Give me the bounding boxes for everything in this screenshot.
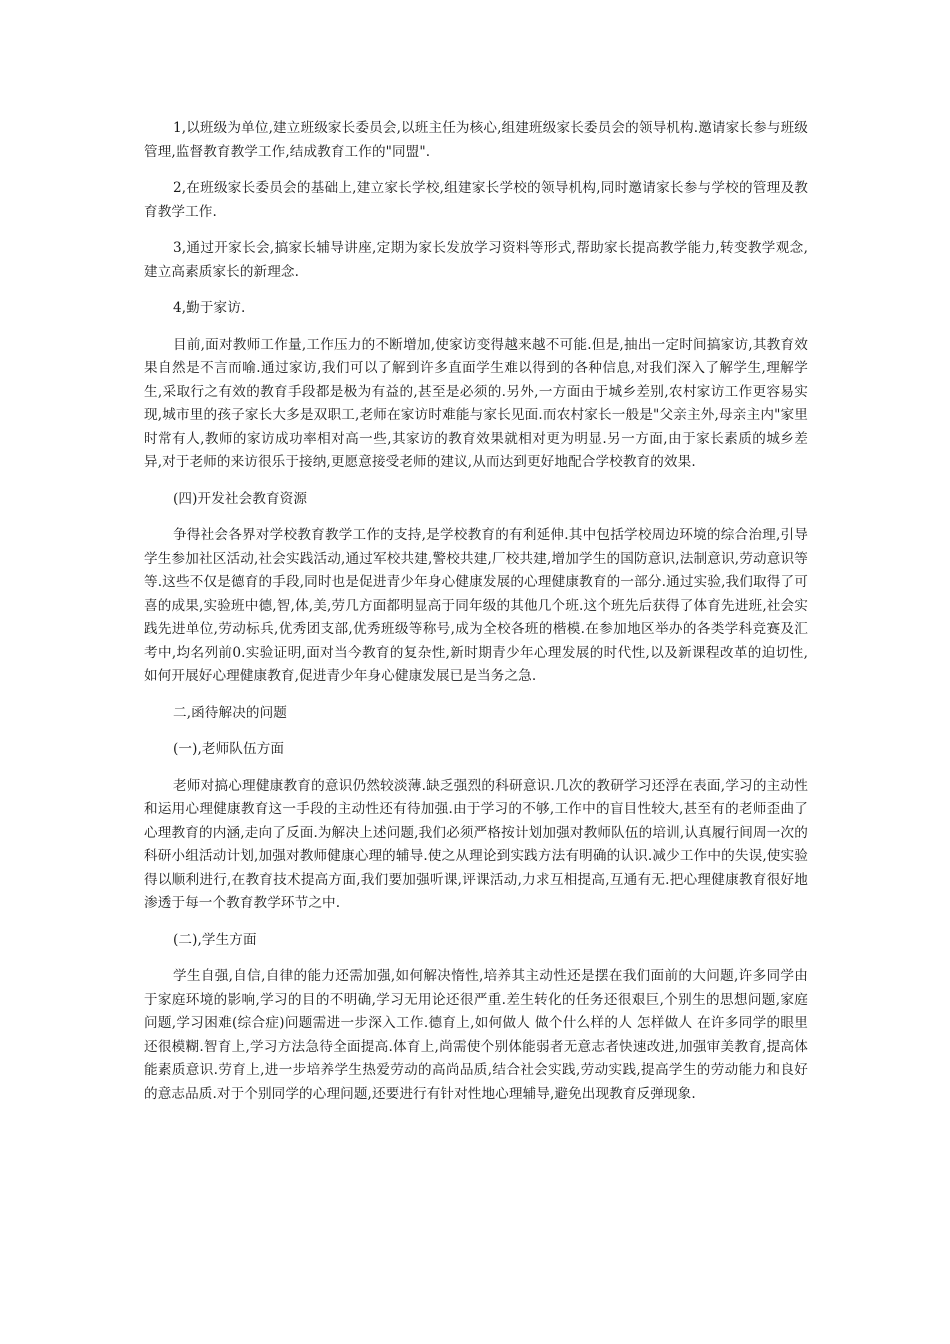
- paragraph-item-2: 2,在班级家长委员会的基础上,建立家长学校,组建家长学校的领导机构,同时邀请家长参与学校的管理及教育教学工作.: [144, 180, 808, 220]
- paragraph-home-visit: 目前,面对教师工作量,工作压力的不断增加,使家访变得越来越不可能.但是,抽出一定时间搞家访,其教育效果自然是不言而喻.通过家访,我们可以了解到许多直面学生难以得到的各种信息,对我们深入了解学生,理解学生,采取行之有效的教育手段都是极为有益的,甚至是必须的.另外,一方面由于城乡差别,农村家访工作更容易实现,城市里的孩子家长大多是双职工,老师在家访时难能与家长见面.而农村家长一般是"父亲主外,母亲主内"家里时常有人,教师的家访成功率相对高一些,其家访的教育效果就相对更为明显.另一方面,由于家长素质的城乡差异,对于老师的来访很乐于接纳,更愿意接受老师的建议,从而达到更好地配合学校教育的效果.: [144, 336, 808, 470]
- paragraph-item-1: 1,以班级为单位,建立班级家长委员会,以班主任为核心,组建班级家长委员会的领导机构.邀请家长参与班级管理,监督教育教学工作,结成教育工作的"同盟".: [144, 120, 808, 160]
- paragraph-item-3: 3,通过开家长会,搞家长辅导讲座,定期为家长发放学习资料等形式,帮助家长提高教学能力,转变教学观念,建立高素质家长的新理念.: [144, 240, 808, 280]
- section-heading-problems: 二,函待解决的问题: [173, 704, 287, 721]
- paragraph-teachers: 老师对搞心理健康教育的意识仍然较淡薄.缺乏强烈的科研意识.几次的教研学习还浮在表面,学习的主动性和运用心理健康教育这一手段的主动性还有待加强.由于学习的不够,工作中的盲目性较大,甚至有的老师歪曲了心理教育的内涵,走向了反面.为解决上述问题,我们必须严格按计划加强对教师队伍的培训,认真履行间周一次的科研小组活动计划,加强对教师健康心理的辅导.使之从理论到实践方法有明确的认识.减少工作中的失误,使实验得以顺利进行,在教育技术提高方面,我们要加强听课,评课活动,力求互相提高,互通有无.把心理健康教育很好地渗透于每一个教育教学环节之中.: [144, 777, 808, 911]
- paragraph-social-resources: 争得社会各界对学校教育教学工作的支持,是学校教育的有利延伸.其中包括学校周边环境的综合治理,引导学生参加社区活动,社会实践活动,通过军校共建,警校共建,厂校共建,增加学生的国防意识,法制意识,劳动意识等等.这些不仅是德育的手段,同时也是促进青少年身心健康发展的心理健康教育的一部分.通过实验,我们取得了可喜的成果,实验班中德,智,体,美,劳几方面都明显高于同年级的其他几个班.这个班先后获得了体育先进班,社会实践先进单位,劳动标兵,优秀团支部,优秀班级等称号,成为全校各班的楷模.在参加地区举办的各类学科竞赛及汇考中,均名列前0.实验证明,面对当今教育的复杂性,新时期青少年心理发展的时代性,以及新课程改革的迫切性,如何开展好心理健康教育,促进青少年身心健康发展已是当务之急.: [144, 527, 808, 684]
- subheading-teachers: (一),老师队伍方面: [173, 741, 285, 757]
- paragraph-item-4-heading: 4,勤于家访.: [173, 300, 246, 316]
- section-heading-social-resources: (四)开发社会教育资源: [173, 490, 308, 507]
- paragraph-students: 学生自强,自信,自律的能力还需加强,如何解决惰性,培养其主动性还是摆在我们面前的大问题,许多同学由于家庭环境的影响,学习的目的不明确,学习无用论还很严重.差生转化的任务还很艰巨,个别生的思想问题,家庭问题,学习困难(综合症)问题需进一步深入工作.德育上,如何做人 做个什么样的人 怎样做人 在许多同学的眼里还很模糊.智育上,学习方法急待全面提高.体育上,尚需使个别体能弱者无意志者快速改进,加强审美教育,提高体能素质意识.劳育上,进一步培养学生热爱劳动的高尚品质,结合社会实践,劳动实践,提高学生的劳动能力和良好的意志品质.对于个别同学的心理问题,还要进行有针对性地心理辅导,避免出现教育反弹现象.: [144, 968, 808, 1102]
- document-page: [144, 117, 808, 1119]
- subheading-students: (二),学生方面: [173, 931, 257, 948]
